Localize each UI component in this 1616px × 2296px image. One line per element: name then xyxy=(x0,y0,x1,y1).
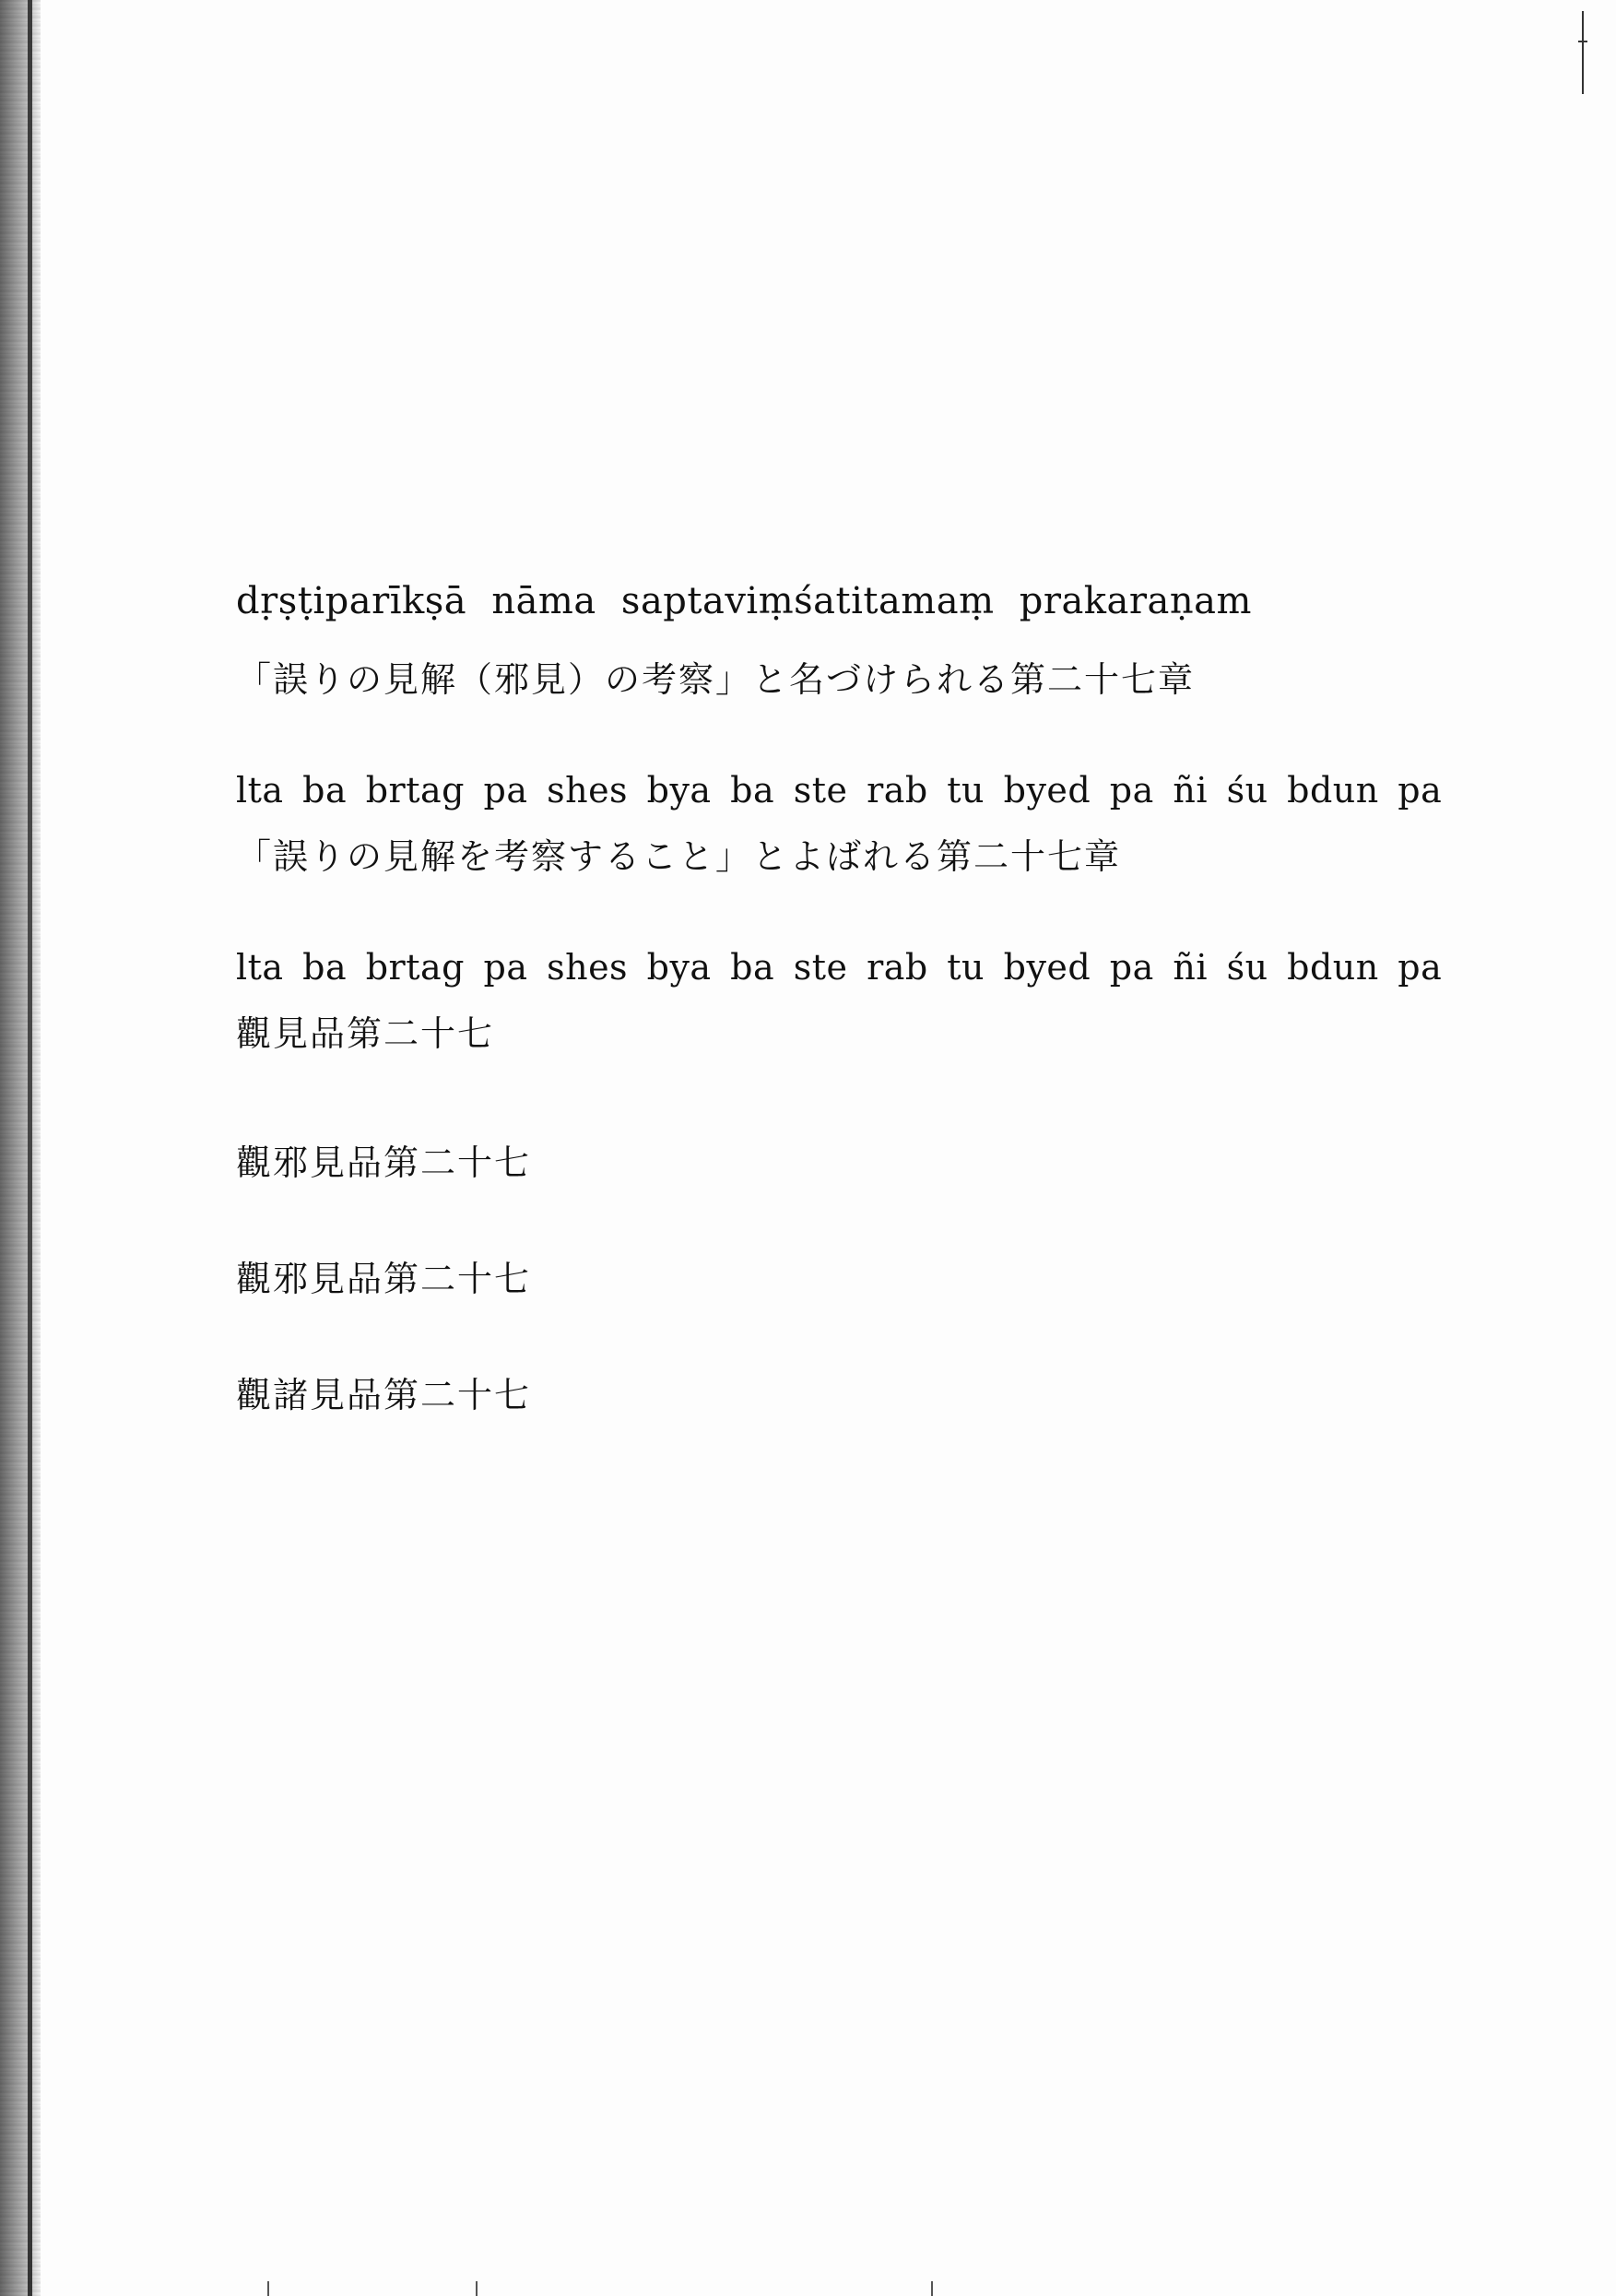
japanese-translation-2: 「誤りの見解を考察すること」とよばれる第二十七章 xyxy=(236,836,1122,877)
chinese-title-2: 觀邪見品第二十七 xyxy=(236,1142,532,1183)
binding-edge xyxy=(28,0,32,2296)
chinese-title-4: 觀諸見品第二十七 xyxy=(236,1375,532,1415)
tibetan-title-2: lta ba brtag pa shes bya ba ste rab tu byed pa ñi śu bdun pa xyxy=(236,947,1443,988)
chinese-title-3: 觀邪見品第二十七 xyxy=(236,1259,532,1299)
binding-shadow xyxy=(0,0,41,2296)
tibetan-title-1: lta ba brtag pa shes bya ba ste rab tu byed pa ñi śu bdun pa xyxy=(236,770,1443,811)
chinese-title-1: 觀見品第二十七 xyxy=(236,1013,495,1054)
scan-edge-mark xyxy=(1582,11,1584,94)
scan-tick xyxy=(931,2281,933,2296)
scan-tick xyxy=(267,2281,269,2296)
sanskrit-title: dṛṣṭiparīkṣā nāma saptaviṃśatitamaṃ prakaraṇam xyxy=(236,580,1252,622)
scan-edge-mark xyxy=(1578,41,1587,42)
japanese-translation-1: 「誤りの見解（邪見）の考察」と名づけられる第二十七章 xyxy=(236,659,1196,700)
scan-tick xyxy=(476,2281,478,2296)
